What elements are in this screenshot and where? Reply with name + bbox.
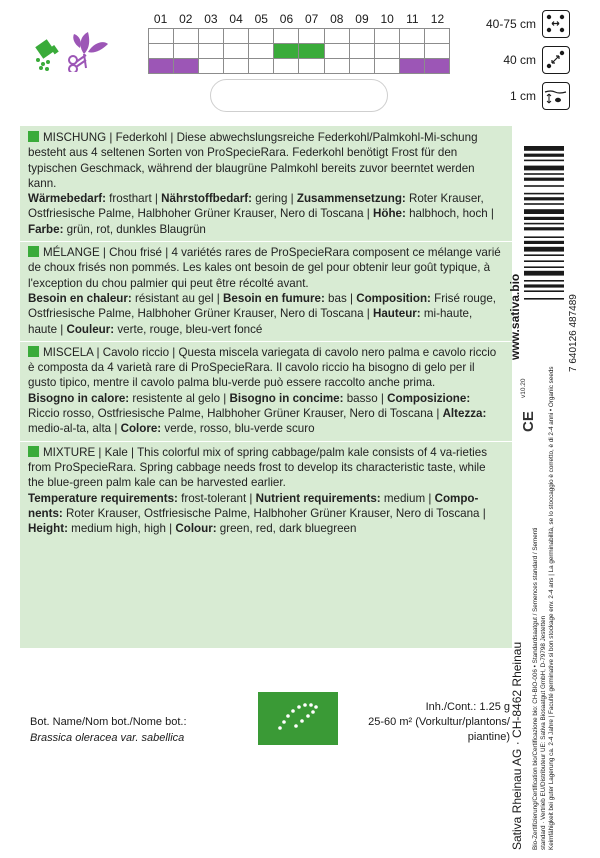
detail-label: Höhe: [372,207,406,221]
eu-star-icon [300,719,304,723]
detail-value: green, red, dark bluegreen [216,522,357,536]
eu-star-icon [278,726,282,730]
ce-mark: CE [520,411,537,432]
calendar-month: 03 [204,12,218,26]
barcode-bar [524,154,564,157]
green-square-icon [28,246,39,257]
certification-text [532,367,556,851]
calendar-cell [375,29,400,43]
section-fr-intro [28,245,504,291]
calendar-cell [174,29,199,43]
hang-hole [210,79,388,112]
calendar-month: 07 [304,12,319,26]
barcode-bar [524,247,564,252]
calendar-month: 06 [279,12,294,26]
calendar-month: 04 [229,12,243,26]
calendar-cell [350,44,375,58]
eu-star-icon [282,720,286,724]
detail-value: medio-al-ta, alta | [28,422,121,436]
calendar-cell [148,29,174,43]
section-it-intro [28,345,504,391]
detail-label: Hauteur: [372,307,421,321]
calendar-cell [325,44,350,58]
plant-spacing-icon [542,46,570,74]
sowing-depth-icon [542,82,570,110]
detail-value: basso | [343,391,388,405]
barcode-bar [524,197,564,200]
calendar-cell [274,59,299,73]
detail-label: Bisogno in concime: [229,391,344,405]
version-label: v10.20 [520,378,527,398]
company-address: Sativa Rheinau AG · CH-8462 Rheinau [510,641,524,850]
cert-line: standard · Vertrieb EU/Distributeur UE: Sativa Biosaatgut GmbH, D-79798 Jestetten [540,615,547,850]
calendar-cell [224,59,249,73]
detail-label: Wärmebedarf: [28,192,106,206]
barcode-bar [524,185,564,187]
care-icons [32,24,112,72]
calendar-cell [299,29,324,43]
detail-value: halbhoch, hoch | [405,207,494,221]
calendar-cell [199,59,224,73]
contents-area: 25-60 m² (Vorkultur/plantons/ [368,716,510,728]
calendar-cell [148,59,174,73]
detail-label: Height: [28,522,68,536]
row-spacing-icon [542,10,570,38]
barcode-bar [524,178,564,181]
sowing-depth-label: 1 cm [509,89,536,103]
green-square-icon [28,346,39,357]
detail-label: Altezza: [442,407,487,421]
calendar-rows [148,28,450,74]
cert-line: Keimfähigkeit bei guter Lagerung ca. 2-4 Jahre | Faculté germinative si bon stockage env. 2-4 ans | La germinabilità, se lo stoccaggio è corretto, è di 2-4 anni • Organic seeds [548,366,555,850]
calendar-cell [274,29,299,43]
detail-label: Couleur: [66,322,115,336]
website-url: www.sativa.bio [508,273,522,360]
calendar-cell [174,59,199,73]
barcode [522,140,578,390]
spacing-legend [440,8,570,116]
detail-label: Colore: [120,422,162,436]
eu-star-icon [297,705,301,709]
barcode-bar [524,284,564,287]
section-en [20,445,512,537]
calendar-cell [325,29,350,43]
barcode-bar [524,266,564,268]
section-de-text: Diese abwechslungsreiche Federkohl/Palmkohl-Mi-schung besteht aus 4 seltenen Sorten von ProSpecieRara. Federkohl benötigt Frost für den typischen Geschmack, während der blaugrüne Palmkohl bereits zuvor beerntet werden kann. [28,131,478,190]
section-en-text: This colorful mix of spring cabbage/palm kale consists of 4 va-rieties from ProSpecieRara. Spring cabbage needs frost to develop its characteristic taste, while the blue-green palm kale can be harvested earlier. [28,445,487,490]
barcode-bar [524,209,564,214]
calendar-month: 10 [380,12,394,26]
calendar-cell [174,44,199,58]
section-en-title: MIXTURE | Kale | [43,445,135,459]
section-it [20,345,512,437]
eu-star-icon [286,714,290,718]
detail-label: Composizione: [387,391,471,405]
detail-label: Bisogno in calore: [28,391,130,405]
detail-value: résistant au gel | [131,291,224,305]
calendar-cell [400,29,425,43]
section-fr [20,245,512,337]
barcode-bar [524,193,564,195]
calendar-cell [224,44,249,58]
eu-star-icon [294,724,298,728]
eu-star-icon [311,710,315,714]
detail-label: Besoin en fumure: [223,291,325,305]
detail-value: medium | [380,491,435,505]
section-fr-text: 4 variétés rares de ProSpecieRara composent ce mélange varié de choux frisés non pommés. Les kales ont besoin de gel pour obtenir leur goût typique, à l'exception du chou palmier qui peut être récolté avant. [28,246,501,290]
eu-star-icon [309,703,313,707]
contents-info [362,700,510,745]
calendar-cell [350,29,375,43]
cert-line: Bio-Zertifizierung/Certification bio/Certificazione bio: CH-BIO-006 • Standardsaatgut / Semences standard / Sementi [532,527,539,850]
calendar-cell [325,59,350,73]
calendar-month: 01 [153,12,168,26]
section-divider [20,241,512,242]
barcode-bar [524,203,564,205]
botanical-latin: Brassica oleracea var. sabellica [30,732,185,744]
detail-value: verde, rosso, blu-verde scuro [161,422,315,436]
barcode-number: 7 640126 487489 [568,294,578,372]
calendar-cell [299,44,324,58]
detail-value: grün, rot, dunkles Blaugrün [63,222,206,236]
detail-value: Roter Krauser, Ostfriesische Palme, Halbhoher Grüner Krauser, Nero di Toscana | [28,192,484,221]
calendar-month: 02 [179,12,193,26]
calendar-cell [199,29,224,43]
eu-star-icon [314,705,318,709]
eu-star-icon [303,703,307,707]
calendar-cell [249,59,274,73]
section-de-details [28,191,504,237]
barcode-bar [524,146,564,151]
calendar-month: 12 [430,12,445,26]
green-square-icon [28,446,39,457]
contents-weight: Inh./Cont.: 1.25 g [425,701,510,713]
barcode-bar [524,166,564,171]
barcode-bar [524,254,564,256]
detail-label: Besoin en chaleur: [28,291,132,305]
detail-label: Composition: [356,291,431,305]
barcode-bar [524,227,564,230]
calendar-cell [299,59,324,73]
calendar-cell [148,44,174,58]
barcode-bar [524,173,564,175]
section-en-intro [28,445,504,491]
calendar-cell [400,44,425,58]
spacing-row [440,80,570,112]
barcode-bar [524,160,564,162]
detail-value: frosthart | [105,192,162,206]
barcode-bar [524,241,564,244]
detail-value: bas | [324,291,357,305]
calendar-row-sowing [148,29,450,44]
calendar-month: 05 [254,12,268,26]
sowing-calendar [148,10,450,74]
detail-label: Farbe: [28,222,64,236]
calendar-cell [350,59,375,73]
calendar-month: 09 [355,12,369,26]
detail-value: medium high, high | [67,522,176,536]
calendar-month: 08 [330,12,344,26]
detail-value: mi-haute, haute | [28,307,473,336]
section-de-intro [28,130,504,191]
eu-star-icon [291,709,295,713]
detail-label: Temperature requirements: [28,491,178,505]
calendar-months [148,10,450,28]
detail-label: Compo-nents: [28,491,479,520]
detail-value: Roter Krauser, Ostfriesische Palme, Halbhoher Grüner Krauser, Nero di Toscana | [62,506,486,520]
spacing-row [440,8,570,40]
eu-organic-logo [258,692,338,745]
calendar-cell [224,29,249,43]
detail-label: Nährstoffbedarf: [161,192,252,206]
section-it-details [28,391,504,437]
barcode-bar [524,298,564,300]
botanical-name [30,714,187,746]
barcode-bar [524,223,564,225]
calendar-cell [400,59,425,73]
spacing-row [440,44,570,76]
section-it-title: MISCELA | Cavolo riccio | [43,345,176,359]
detail-label: Nutrient requirements: [255,491,381,505]
barcode-bar [524,260,564,262]
detail-value: frost-tolerant | [177,491,256,505]
plant-spacing-label: 40 cm [503,53,536,67]
detail-value: verte, rouge, bleu-vert foncé [114,322,263,336]
green-square-icon [28,131,39,142]
calendar-cell [249,29,274,43]
calendar-cell [375,44,400,58]
description-panel [20,126,512,648]
calendar-cell [375,59,400,73]
detail-value: gering | [251,192,297,206]
calendar-cell [274,44,299,58]
detail-value: Riccio rosso, Ostfriesische Palme, Halbhoher Grüner Krauser, Nero di Toscana | [28,407,443,421]
pruning-icon [69,32,108,72]
section-de [20,126,512,237]
section-en-details [28,491,504,537]
section-divider [20,441,512,442]
eu-star-icon [306,714,310,718]
barcode-bar [524,271,564,276]
section-de-title: MISCHUNG | Federkohl | [43,131,174,144]
watering-icon [35,39,59,71]
section-it-text: Questa miscela variegata di cavolo nero palma e cavolo riccio è composta da 4 varietà rare di ProSpecieRara. Il cavolo riccio ha bisogno di gelo per il gusto tipico, mentre il cavolo palma blu-verde può essere raccolto anche prima. [28,345,497,390]
detail-value: Frisé rouge, Ostfriesische Palme, Halbhoher Grüner Krauser, Nero di Toscana | [28,291,496,321]
section-fr-details [28,291,504,337]
calendar-row-planting [148,44,450,59]
barcode-bar [524,217,564,220]
calendar-cell [249,44,274,58]
barcode-bar [524,236,564,238]
calendar-row-harvest [148,59,450,74]
section-divider [20,341,512,342]
detail-label: Zusammensetzung: [296,192,406,206]
row-spacing-label: 40-75 cm [485,17,536,31]
botanical-label: Bot. Name/Nom bot./Nome bot.: [30,716,187,728]
calendar-cell [199,44,224,58]
section-fr-title: MÉLANGE | Chou frisé | [43,246,169,260]
calendar-month: 11 [406,12,419,26]
barcode-bar [524,290,564,292]
barcode-bar [524,280,564,282]
contents-area-cont: piantine) [467,731,510,743]
detail-label: Colour: [175,522,217,536]
detail-value: resistente al gelo | [129,391,230,405]
